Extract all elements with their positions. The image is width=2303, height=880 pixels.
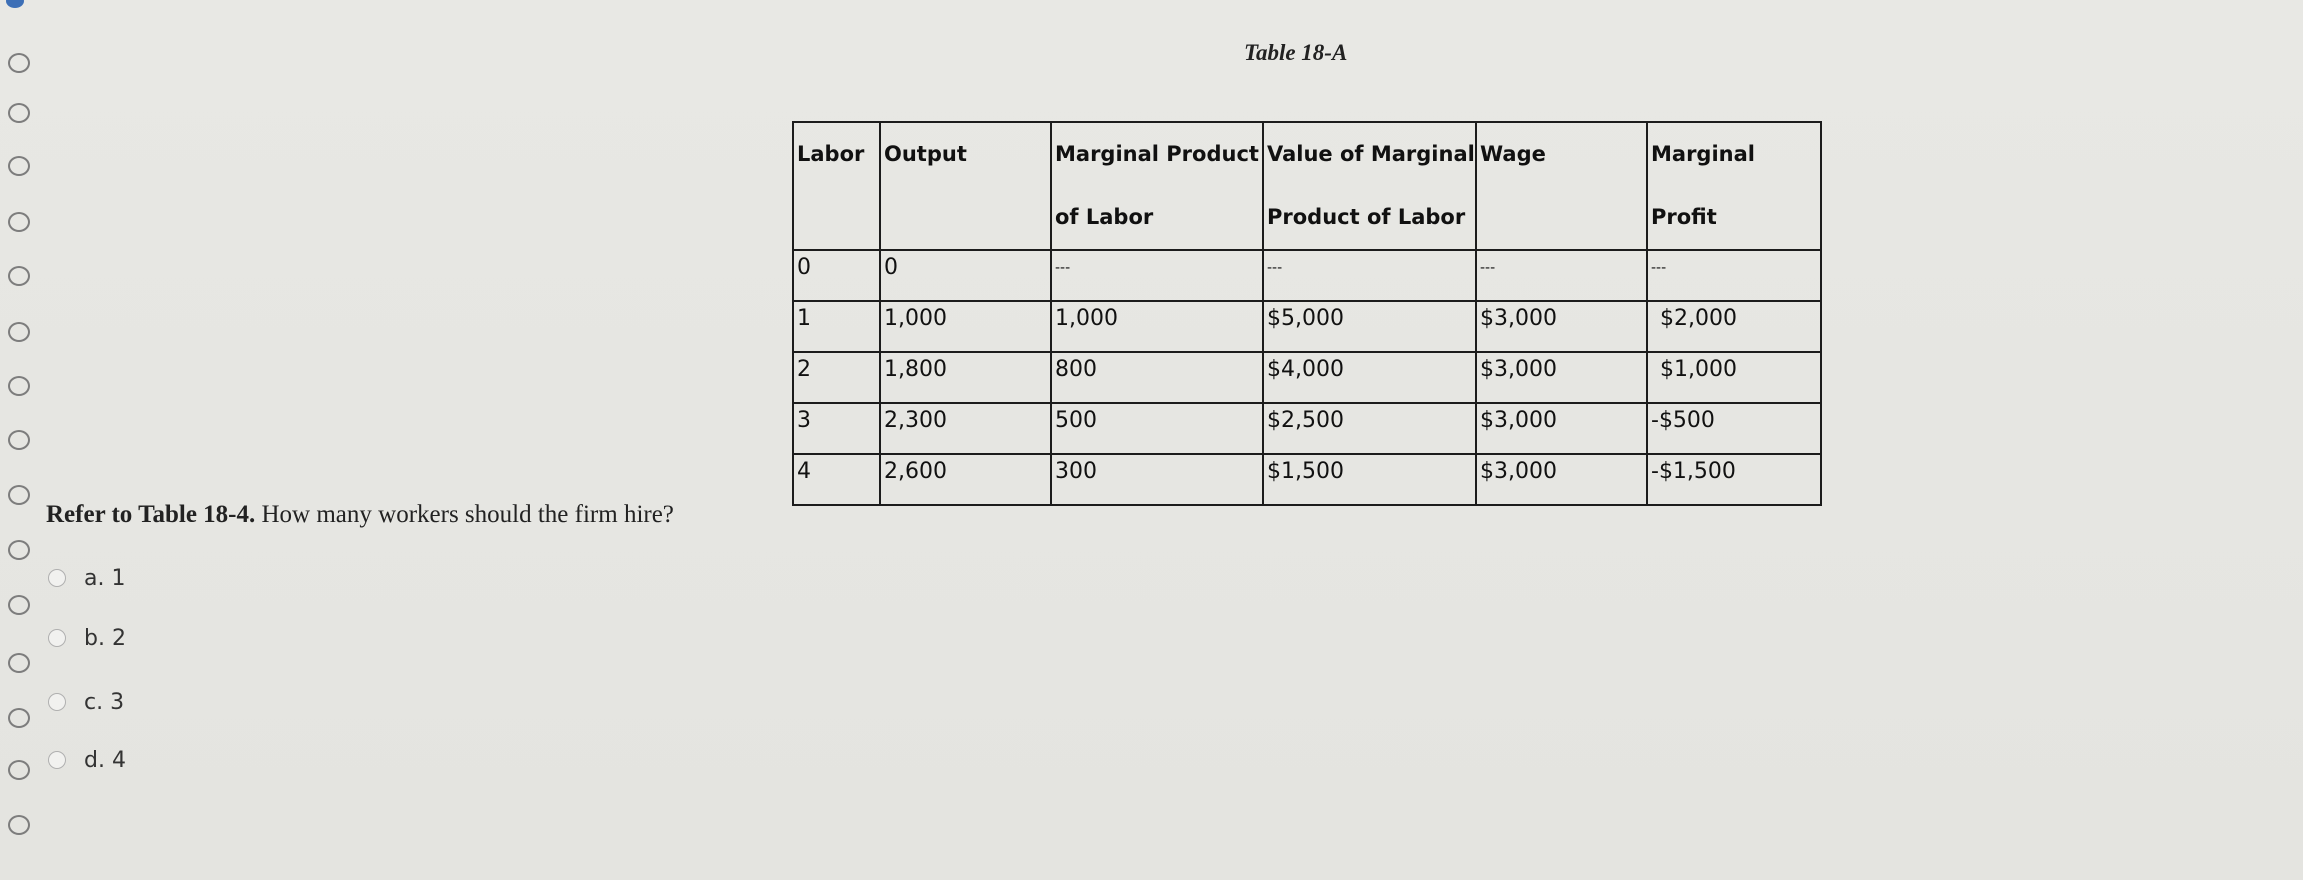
answer-option-label: a. 1 [84, 565, 126, 591]
data-table [792, 121, 1822, 506]
answer-option-a[interactable] [48, 563, 125, 593]
table-header-row [793, 122, 1821, 250]
table-cell: 3 [793, 403, 880, 454]
answer-option-label: c. 3 [84, 689, 125, 715]
table-cell: --- [1647, 250, 1821, 301]
table-cell: $3,000 [1476, 454, 1647, 505]
table-cell: $1,500 [1263, 454, 1476, 505]
table-cell: 1,000 [880, 301, 1051, 352]
table-row [793, 352, 1821, 403]
table-cell: 2 [793, 352, 880, 403]
binder-hole [8, 708, 30, 728]
header-cell: Output [880, 122, 1051, 250]
binder-hole [8, 815, 30, 835]
rail-accent-dot [6, 0, 24, 8]
answer-option-d[interactable] [48, 745, 126, 775]
header-cell: Value of Marginal Product of Labor [1263, 122, 1476, 250]
header-cell: Wage [1476, 122, 1647, 250]
binder-hole [8, 322, 30, 342]
binder-hole [8, 430, 30, 450]
table-cell: 800 [1051, 352, 1263, 403]
table-cell: $5,000 [1263, 301, 1476, 352]
table-cell: $2,000 [1647, 301, 1821, 352]
table-cell: 4 [793, 454, 880, 505]
table-cell: 0 [880, 250, 1051, 301]
table-cell: 2,300 [880, 403, 1051, 454]
binder-hole [8, 376, 30, 396]
table-row [793, 454, 1821, 505]
radio-button-icon[interactable] [48, 693, 66, 711]
answer-option-label: d. 4 [84, 747, 126, 773]
table-cell: $2,500 [1263, 403, 1476, 454]
table-cell: $3,000 [1476, 403, 1647, 454]
question-body: How many workers should the firm hire? [255, 501, 674, 528]
radio-button-icon[interactable] [48, 751, 66, 769]
table-cell: $4,000 [1263, 352, 1476, 403]
table-row [793, 301, 1821, 352]
header-cell: Marginal Product of Labor [1051, 122, 1263, 250]
question-reference: Refer to Table 18-4. [46, 501, 256, 528]
table-cell: $3,000 [1476, 352, 1647, 403]
table-cell: $1,000 [1647, 352, 1821, 403]
radio-button-icon[interactable] [48, 569, 66, 587]
binder-hole [8, 760, 30, 780]
binder-hole-rail [0, 0, 40, 880]
table-cell: 2,600 [880, 454, 1051, 505]
question-text [46, 501, 674, 529]
answer-option-label: b. 2 [84, 625, 126, 651]
binder-hole [8, 653, 30, 673]
table-row [793, 250, 1821, 301]
binder-hole [8, 212, 30, 232]
table-cell: 1,000 [1051, 301, 1263, 352]
answer-option-c[interactable] [48, 687, 124, 717]
binder-hole [8, 156, 30, 176]
radio-button-icon[interactable] [48, 629, 66, 647]
table-cell: 500 [1051, 403, 1263, 454]
binder-hole [8, 595, 30, 615]
table-cell: -$1,500 [1647, 454, 1821, 505]
table-cell: 300 [1051, 454, 1263, 505]
table-cell: --- [1051, 250, 1263, 301]
binder-hole [8, 485, 30, 505]
table-title: Table 18-A [1244, 40, 1348, 65]
binder-hole [8, 53, 30, 73]
answer-option-b[interactable] [48, 623, 126, 653]
binder-hole [8, 540, 30, 560]
table-cell: 1 [793, 301, 880, 352]
table-cell: --- [1263, 250, 1476, 301]
binder-hole [8, 103, 30, 123]
header-cell: Marginal Profit [1647, 122, 1821, 250]
table-cell: -$500 [1647, 403, 1821, 454]
header-cell: Labor [793, 122, 880, 250]
table-cell: $3,000 [1476, 301, 1647, 352]
table-cell: 0 [793, 250, 880, 301]
table-row [793, 403, 1821, 454]
table-cell: 1,800 [880, 352, 1051, 403]
binder-hole [8, 266, 30, 286]
table-cell: --- [1476, 250, 1647, 301]
